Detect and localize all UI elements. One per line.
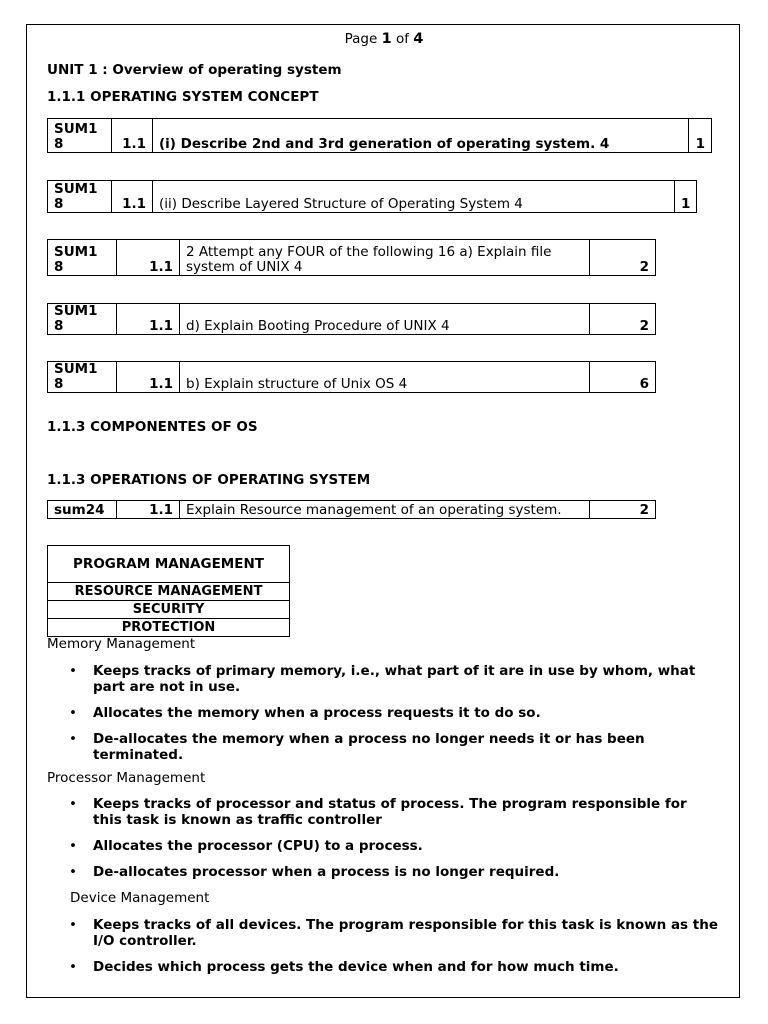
list-item: • Keeps tracks of processor and status of process. The program responsible for this task is known as traffic controller xyxy=(69,796,687,828)
page-number-header: Page 1 of 4 xyxy=(344,31,424,47)
device-management-heading: Device Management xyxy=(70,890,210,906)
question-chapter: 1.1 xyxy=(112,119,153,153)
box-resource-management: RESOURCE MANAGEMENT xyxy=(47,583,290,601)
question-table-1 xyxy=(47,118,712,153)
question-marks: 6 xyxy=(590,362,656,393)
question-marks: 1 xyxy=(675,181,697,213)
question-table-2 xyxy=(47,180,697,213)
list-item: • Allocates the memory when a process requests it to do so. xyxy=(69,705,541,721)
question-marks: 2 xyxy=(590,501,656,519)
question-text: (i) Describe 2nd and 3rd generation of operating system. 4 xyxy=(153,119,689,153)
question-text: 2 Attempt any FOUR of the following 16 a) Explain file system of UNIX 4 xyxy=(180,240,590,276)
question-chapter: 1.1 xyxy=(117,501,180,519)
question-code: SUM1 8 xyxy=(48,362,117,393)
device-management-list xyxy=(47,917,727,985)
question-text: b) Explain structure of Unix OS 4 xyxy=(180,362,590,393)
question-code: SUM1 8 xyxy=(48,119,112,153)
question-text: (ii) Describe Layered Structure of Operating System 4 xyxy=(153,181,675,213)
question-chapter: 1.1 xyxy=(117,304,180,335)
question-code: SUM1 8 xyxy=(48,304,117,335)
list-item: • Allocates the processor (CPU) to a process. xyxy=(69,838,423,854)
section-title-operations: 1.1.3 OPERATIONS OF OPERATING SYSTEM xyxy=(47,472,371,488)
memory-management-heading: Memory Management xyxy=(47,636,196,652)
box-protection: PROTECTION xyxy=(47,619,290,637)
question-table-6 xyxy=(47,500,656,519)
box-program-management: PROGRAM MANAGEMENT xyxy=(47,545,290,583)
list-item: • De-allocates processor when a process is no longer required. xyxy=(69,864,560,880)
question-table-5 xyxy=(47,361,656,393)
section-title-components: 1.1.3 COMPONENTES OF OS xyxy=(47,419,258,435)
question-code: sum24 xyxy=(48,501,117,519)
question-code: SUM1 8 xyxy=(48,181,112,213)
question-text: Explain Resource management of an operating system. xyxy=(180,501,590,519)
processor-management-heading: Processor Management xyxy=(47,770,206,786)
processor-management-list xyxy=(47,796,697,890)
question-text: d) Explain Booting Procedure of UNIX 4 xyxy=(180,304,590,335)
question-marks: 2 xyxy=(590,304,656,335)
box-security: SECURITY xyxy=(47,601,290,619)
list-item: • De-allocates the memory when a process no longer needs it or has been terminated. xyxy=(69,731,645,763)
question-table-3 xyxy=(47,239,656,276)
list-item: • Keeps tracks of all devices. The program responsible for this task is known as the I/O controller. xyxy=(69,917,719,949)
question-code: SUM1 8 xyxy=(48,240,117,276)
question-chapter: 1.1 xyxy=(112,181,153,213)
list-item: • Keeps tracks of primary memory, i.e., what part of it are in use by whom, what part are not in use. xyxy=(69,663,696,695)
memory-management-list xyxy=(47,663,697,773)
unit-title: UNIT 1 : Overview of operating system xyxy=(47,62,342,78)
question-table-4 xyxy=(47,303,656,335)
list-item: • Decides which process gets the device when and for how much time. xyxy=(69,959,619,975)
question-marks: 1 xyxy=(689,119,712,153)
section-title-concept: 1.1.1 OPERATING SYSTEM CONCEPT xyxy=(47,89,319,105)
question-marks: 2 xyxy=(590,240,656,276)
question-chapter: 1.1 xyxy=(117,362,180,393)
os-components-box-stack xyxy=(47,545,290,637)
question-chapter: 1.1 xyxy=(117,240,180,276)
